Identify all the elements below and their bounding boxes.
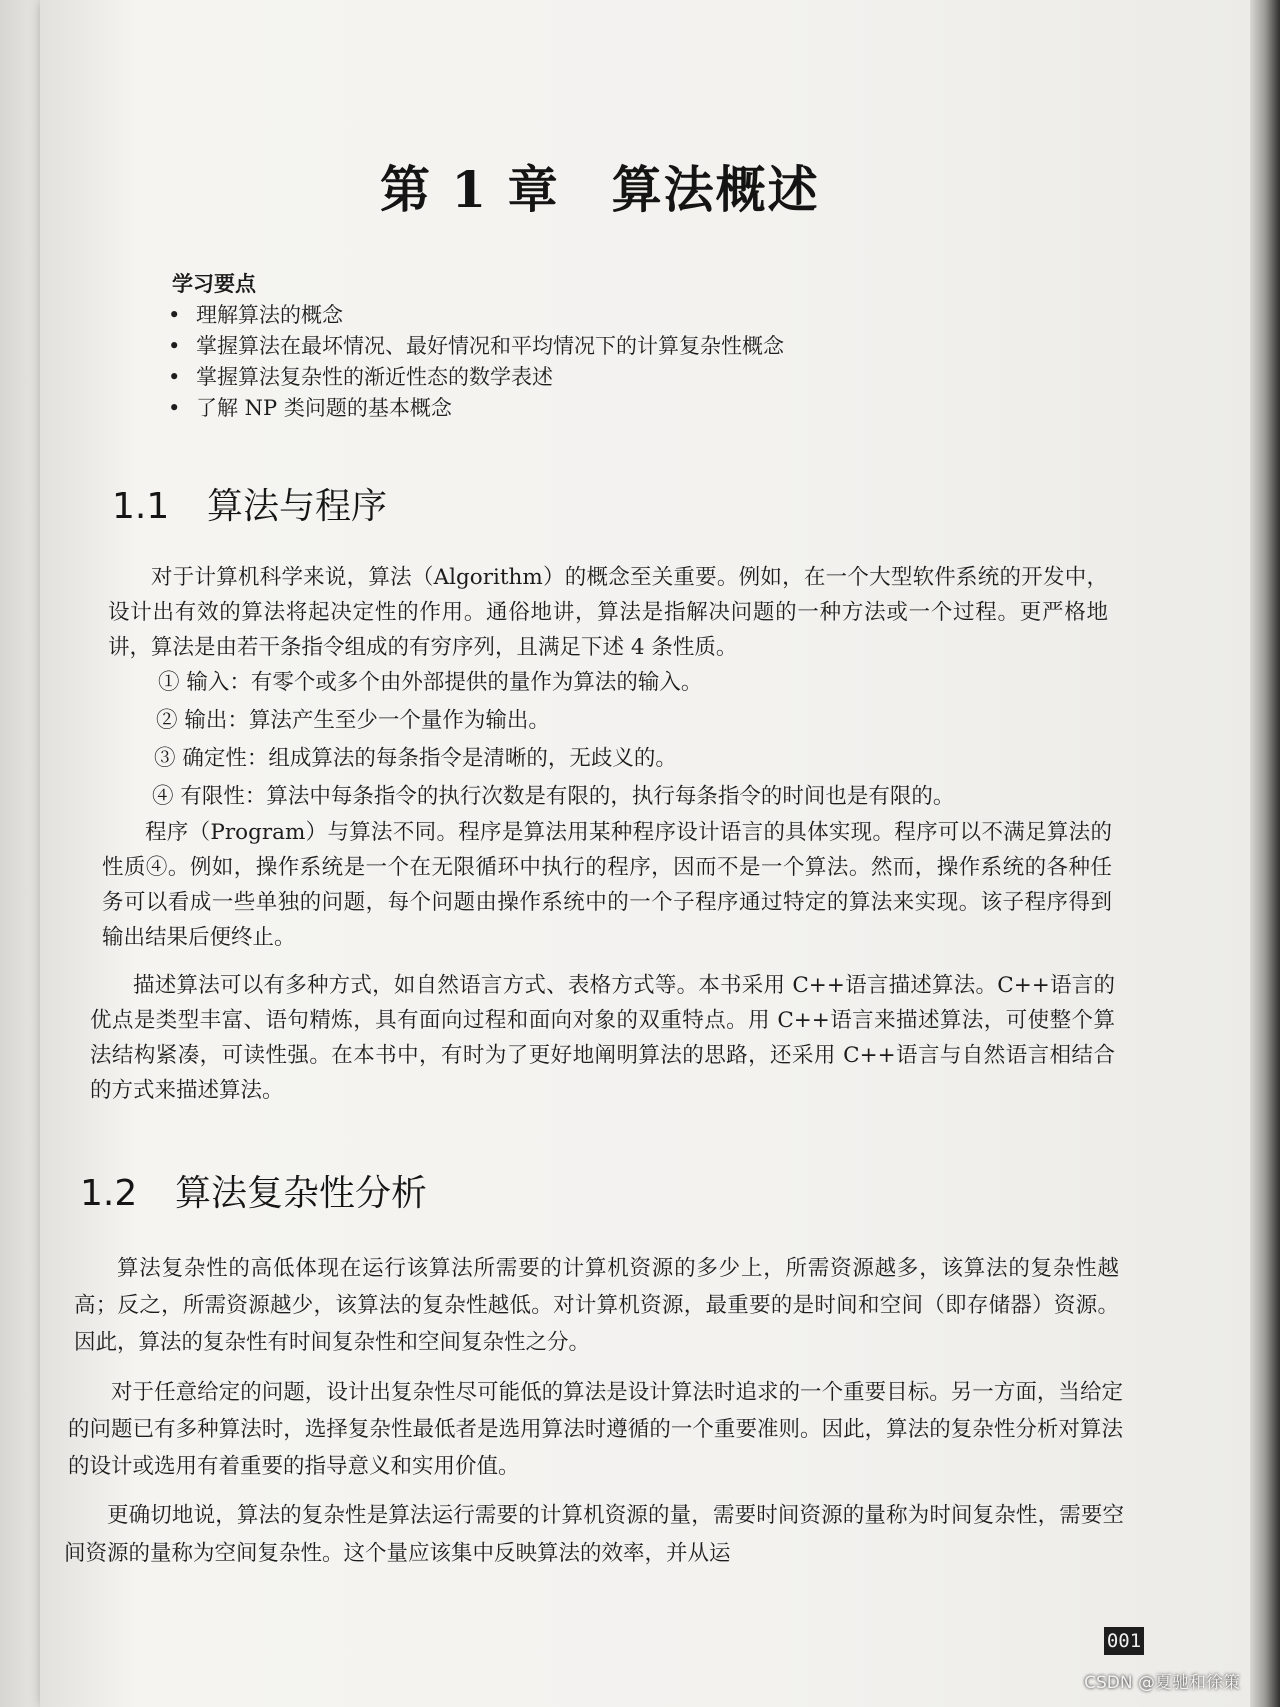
objective-text: 了解 NP 类问题的基本概念: [196, 396, 452, 420]
chapter-title: 第 1 章 算法概述: [380, 160, 820, 219]
paragraph-complexity-3: 更确切地说，算法的复杂性是算法运行需要的计算机资源的量，需要时间资源的量称为时间复杂性，需要空间资源的量称为空间复杂性。这个量应该集中反映算法的效率，并从运: [64, 1503, 1124, 1566]
objectives-list: [168, 300, 784, 424]
objective-text: 掌握算法复杂性的渐近性态的数学表述: [196, 365, 553, 389]
section-title: 算法与程序: [207, 486, 388, 527]
paragraph-complexity-2: 对于任意给定的问题，设计出复杂性尽可能低的算法是设计算法时追求的一个重要目标。另一方面，当给定的问题已有多种算法时，选择复杂性最低者是选用算法时遵循的一个重要准则。因此，算法的复杂性分析对算法的设计或选用有着重要的指导意义和实用价值。: [68, 1380, 1123, 1479]
property-item: ③ 确定性：组成算法的每条指令是清晰的，无歧义的。: [154, 746, 677, 771]
section-number: 1.1: [112, 486, 170, 527]
objective-item: [168, 362, 784, 393]
objective-item: [168, 331, 784, 362]
page-edge-shadow: [1250, 0, 1280, 1707]
objective-text: 理解算法的概念: [196, 303, 343, 327]
property-item: ④ 有限性：算法中每条指令的执行次数是有限的，执行每条指令的时间也是有限的。: [152, 784, 955, 809]
bullet-icon: •: [168, 334, 181, 358]
objective-item: [168, 393, 784, 424]
section-heading-1-2: [80, 1165, 427, 1216]
paragraph-intro: 对于计算机科学来说，算法（Algorithm）的概念至关重要。例如，在一个大型软件系统的开发中，设计出有效的算法将起决定性的作用。通俗地讲，算法是指解决问题的一种方法或一个过程。更严格地讲，算法是由若干条指令组成的有穷序列，且满足下述 4 条性质。: [108, 565, 1108, 660]
paragraph-program: 程序（Program）与算法不同。程序是算法用某种程序设计语言的具体实现。程序可以不满足算法的性质④。例如，操作系统是一个在无限循环中执行的程序，因而不是一个算法。然而，操作系统的各种任务可以看成一些单独的问题，每个问题由操作系统中的一个子程序通过特定的算法来实现。该子程序得到输出结果后便终止。: [102, 820, 1112, 950]
section-title: 算法复杂性分析: [175, 1173, 428, 1214]
property-item: ② 输出：算法产生至少一个量作为输出。: [156, 708, 550, 733]
objectives-heading: 学习要点: [172, 271, 256, 296]
property-item: ① 输入：有零个或多个由外部提供的量作为算法的输入。: [158, 670, 703, 695]
section-number: 1.2: [80, 1173, 138, 1214]
paragraph-describe: 描述算法可以有多种方式，如自然语言方式、表格方式等。本书采用 C++语言描述算法。C++语言的优点是类型丰富、语句精炼，具有面向过程和面向对象的双重特点。用 C++语言来描述算法，可使整个算法结构紧凑，可读性强。在本书中，有时为了更好地阐明算法的思路，还采用 C++语言与自然语言相结合的方式来描述算法。: [90, 973, 1115, 1103]
page-number: 001: [1104, 1627, 1144, 1655]
bullet-icon: •: [168, 303, 181, 327]
section-heading-1-1: [112, 478, 387, 529]
objective-text: 掌握算法在最坏情况、最好情况和平均情况下的计算复杂性概念: [196, 334, 784, 358]
bullet-icon: •: [168, 365, 181, 389]
bullet-icon: •: [168, 396, 181, 420]
paragraph-complexity-1: 算法复杂性的高低体现在运行该算法所需要的计算机资源的多少上，所需资源越多，该算法的复杂性越高；反之，所需资源越少，该算法的复杂性越低。对计算机资源，最重要的是时间和空间（即存储器）资源。因此，算法的复杂性有时间复杂性和空间复杂性之分。: [74, 1256, 1119, 1355]
objective-item: [168, 300, 784, 331]
watermark: CSDN @夏驰和徐策: [1084, 1673, 1240, 1693]
